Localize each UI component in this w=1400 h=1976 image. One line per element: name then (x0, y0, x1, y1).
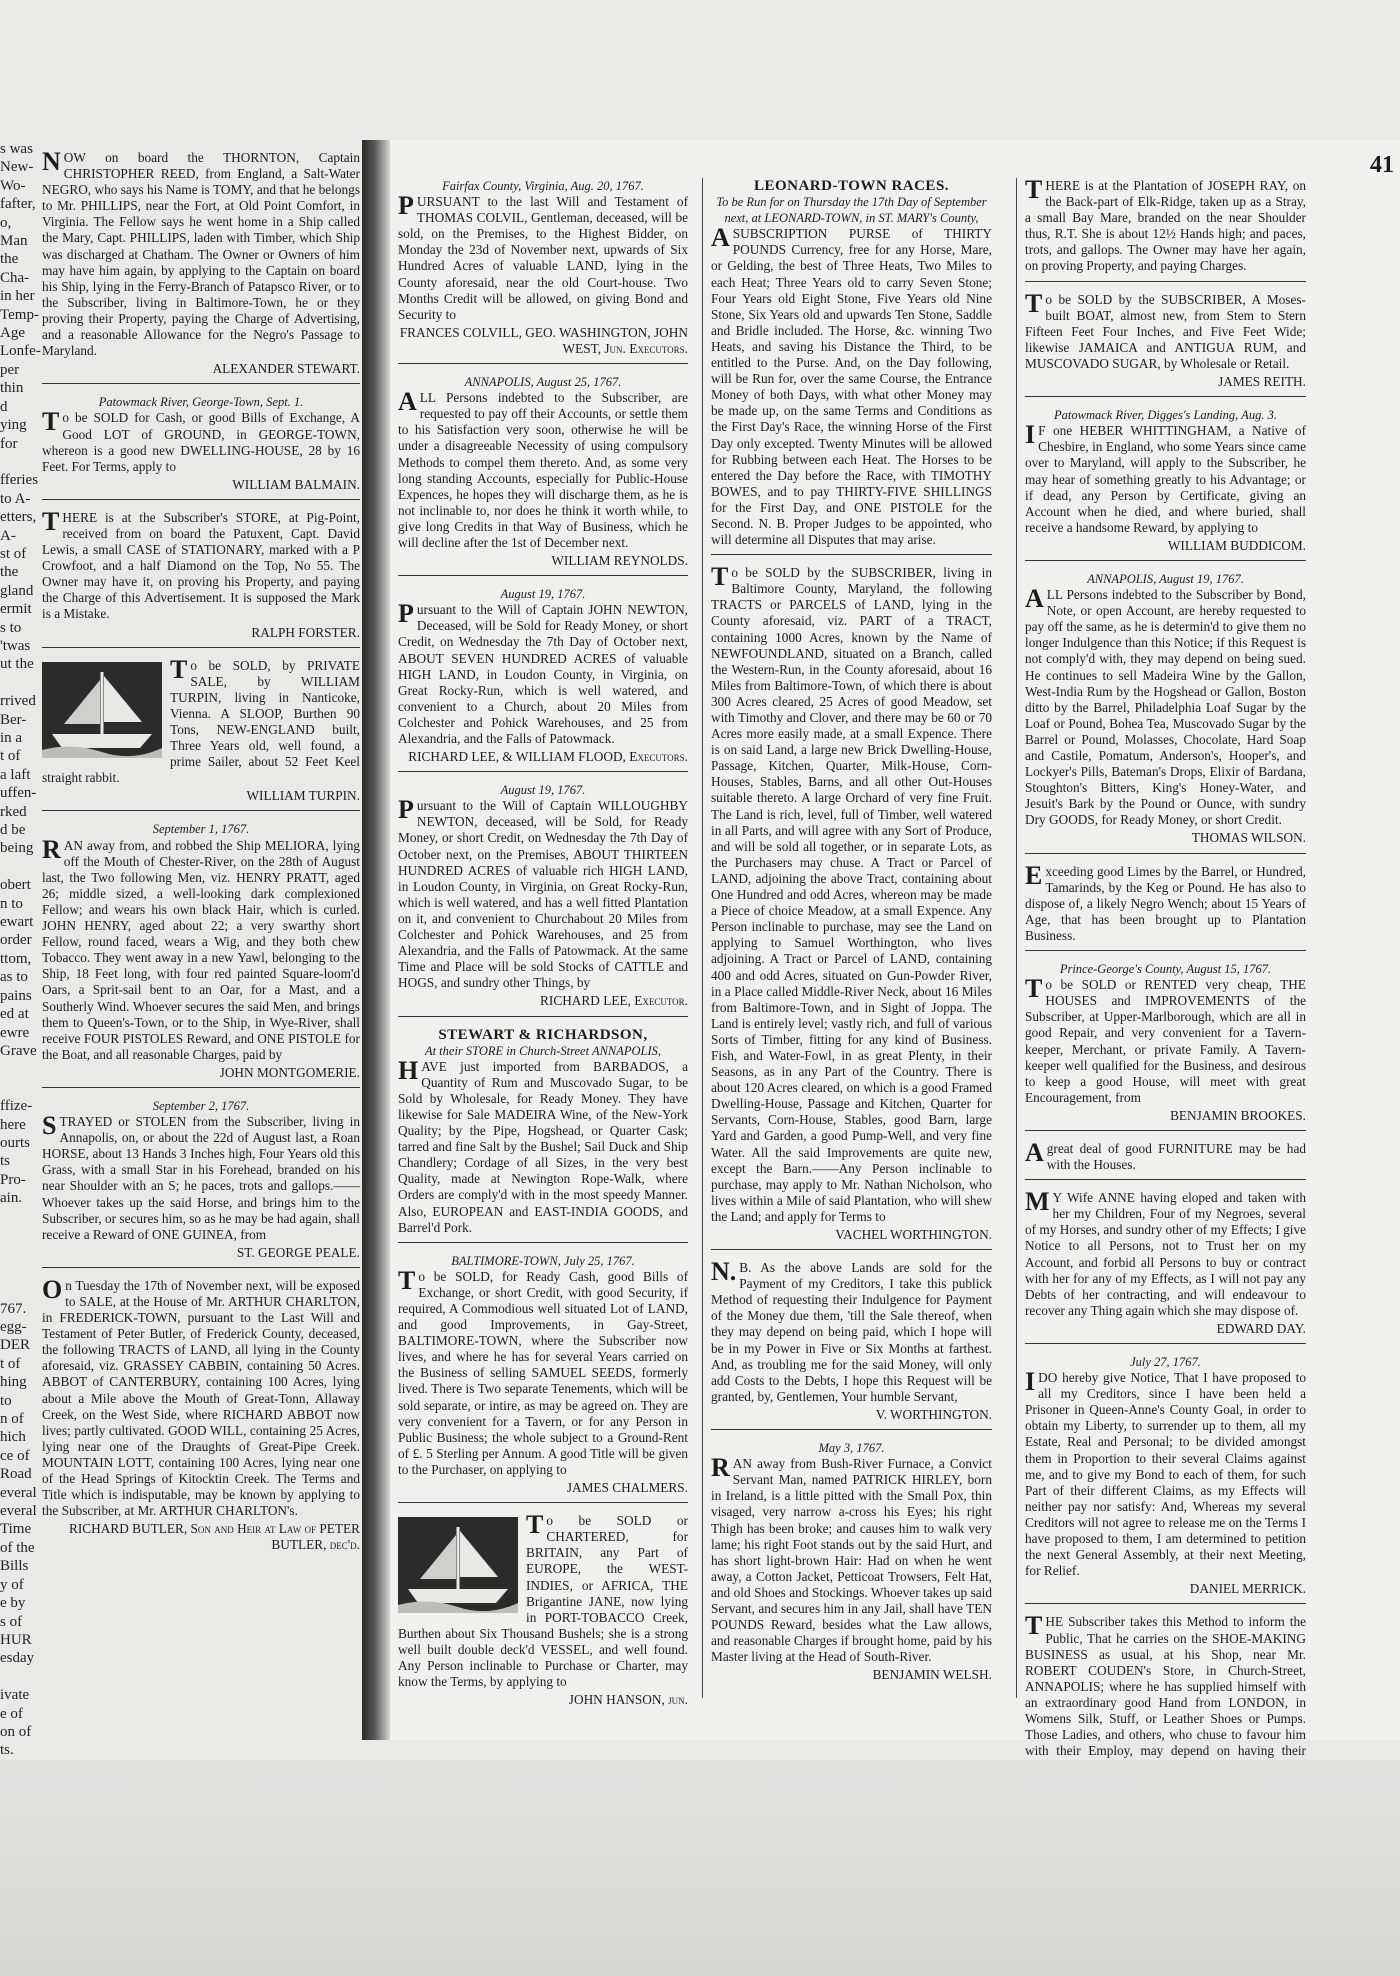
advertisement-peale (42, 1098, 360, 1268)
left-edge-line: egg- (0, 1319, 27, 1335)
ad-body: ALL Persons indebted to the Subscriber by Bond, Note, or open Account, are hereby requested to pay off the same, as he is determin'd to give them no longer Indulgence than this Notice; if this Request is not comply'd with, they may depend on being sued. He continues to sell Madeira Wine by the Gallon, West-India Rum by the Hogshead or Gallon, Boston ditto by the Barrel, Philadelphia Loaf Sugar by the Loaf or Pound, Bohea Tea, Muscovado Sugar by the Barrel or Pound, Molasses, Chocolate, Hard Soap and Castile, Pomatum, Anderson's, Hooper's, and Lockyer's Pills, Bateman's Drops, Elixir of Bardana, Stoughton's Bitters, King's Honey-Water, and Jesuit's Bark by the Pound or Ounce, with sundry Dry GOODS, for Ready Money, or short Credit. (1025, 584, 1306, 828)
ad-dateline: Prince-George's County, August 15, 1767. (1059, 962, 1272, 977)
advertisement-races (711, 178, 992, 555)
scan-background (0, 1760, 1400, 1976)
ad-body: Agreat deal of good FURNITURE may be had with the Houses. (1025, 1137, 1306, 1173)
ad-dateline: To be Run for on Thursday the 17th Day of September next, at LEONARD-TOWN, in ST. MARY's County, (716, 195, 987, 226)
advertisement-turpin (42, 654, 360, 812)
advertisement-worthington (711, 562, 992, 1250)
advertisement-welsh (711, 1440, 992, 1689)
left-edge-line: rked (0, 803, 27, 820)
left-edge-line: Lonfe- (0, 343, 41, 360)
advertisement-brookes (1025, 961, 1306, 1131)
advertisement-wilson-nb (1025, 860, 1306, 951)
ad-body: To be SOLD or RENTED very cheap, THE HOUSES and IMPROVEMENTS of the Subscriber, at Upper-Marlborough, which are all in good Repair, and very convenient for a Tavern-keeper, Merchant, or private Family. A Tavern-keeper well qualified for the Business, and desirous to keep a good House, will meet with great Encouragement, from (1025, 974, 1306, 1105)
ad-signature: BENJAMIN WELSH. (872, 1667, 992, 1683)
left-edge-line: d (0, 398, 8, 415)
ad-signature: JAMES REITH. (1218, 374, 1306, 390)
ad-body: RAN away from Bush-River Furnace, a Convict Servant Man, named PATRICK HIRLEY, born in Ireland, is a little pitted with the Small Pox, thin visaged, very narrow a-cross his Eyes; his right Thigh has been broke; and causes him to walk very lame; his right Foot stands out by the said Hurt, and has short light-brown Hair: Had on when he went away, a Cotton Jacket, Petticoat Trowsers, Felt Hat, and old Shoes and Stockings. Whoever takes up said Servant, and secures him in any Jail, shall have TEN POUNDS Reward, besides what the Law allows, and reasonable Charges if brought home, paid by his Master living at the Head of South-River. (711, 1453, 992, 1665)
left-edge-line: n to (0, 895, 23, 912)
advertisement-butler (42, 1274, 360, 1560)
left-edge-line: being (0, 840, 34, 857)
left-edge-line: a laft (0, 766, 31, 783)
ad-dateline: Fairfax County, Virginia, Aug. 20, 1767. (442, 179, 644, 193)
left-page (42, 147, 360, 1710)
ad-dateline: July 27, 1767. (1130, 1355, 1201, 1369)
ad-signature: WILLIAM REYNOLDS. (551, 553, 688, 569)
ad-body: To be SOLD, by PRIVATE SALE, by WILLIAM TURPIN, living in Nanticoke, Vienna. A SLOOP, Burthen 90 Tons, NEW-ENGLAND built, Three Years old, well found, a prime Sailer, about 52 Feet Keel straight rabbit. (42, 654, 360, 786)
advertisement-willoughby (398, 782, 688, 1016)
ad-body: ASUBSCRIPTION PURSE of THIRTY POUNDS Currency, free for any Horse, Mare, or Gelding, the best of Three Heats, Two Miles to each Heat; Three Years old to carry Seven Stone; Four Years old Eight Stone, Five Years old Nine Stone, Six Years old and upwards Ten Stone, Saddle and Bridle included. The Horse, &c. winning Two Heats, and saving his Distance the Third, to be entitled to the Purse. And, on the Day following, will be Run for, over the same Course, the Entrance Money of both Days, with what other Money may be made up, on the same Terms and Conditions as the First Day's Race, the winning Horse of the First Day only excepted. Twenty Minutes will be allowed for Rubbing between each Heat. The Horses to be entered the Day before the Race, with TIMOTHY BOWES, and to pay THIRTY-FIVE SHILLINGS for the First Day, and ONE PISTOLE for the Second. N. B. Proper Judges to be appointed, who will determine all Disputes that may arise. (711, 223, 992, 548)
ad-body: THERE is at the Plantation of JOSEPH RAY, on the Back-part of Elk-Ridge, taken up as a Stray, a small Bay Mare, branded on the near Shoulder thus, R.T. She is about 12½ Hands high; and paces, trots, and gallops. The Owner may have her again, on proving Property, and paying Charges. (1025, 175, 1306, 274)
ad-body: THE Subscriber takes this Method to inform the Public, That he carries on the SHOE-MAKING BUSINESS as usual, at his Shop, near Mr. ROBERT COUDEN's Store, in Church-Street, ANNAPOLIS; where he has supplied himself with an extraordinary good Hand from LONDON, in Womens Silk, Stuff, or Leather Shoes or Pumps. Those Ladies, and others, who chuse to favour him with their Employ, may depend on having their (1025, 1611, 1306, 1759)
ad-dateline: August 19, 1767. (500, 587, 586, 602)
ad-signature: RICHARD LEE, Executor. (540, 993, 688, 1009)
ad-body: Exceeding good Limes by the Barrel, or Hundred, Tamarinds, by the Keg or Pound. He has also to dispose of, a likely Negro Wench; about 15 Years of Age, that has been brought up to Plantation Business. (1025, 860, 1306, 943)
ad-dateline: At their STORE in Church-Street ANNAPOLIS, (424, 1043, 662, 1058)
advertisement-stewart (398, 1027, 688, 1243)
left-edge-line: ewre (0, 1024, 30, 1041)
left-edge-line: ourts (0, 1134, 30, 1151)
advertisement-hanson (398, 1510, 688, 1714)
left-edge-line: to A- (0, 490, 31, 507)
left-edge-line: s was (0, 141, 33, 157)
ad-body: MY Wife ANNE having eloped and taken with her my Children, Four of my Negroes, several of my Horses, and sundry other of my Effects; I give Notice to all Persons, not to Trust her on my Account, and forbid all Persons to buy or contract with her for any of my Effects, as I will not pay any Debts of her contracting, and will endeavour to recover any Thing again which she may dispose of. (1025, 1187, 1306, 1318)
ad-body: To be SOLD, for Ready Cash, good Bills of Exchange, or short Credit, with good Security, if required, A Commodious well situated Lot of LAND, and good Improvements, in Gay-Street, BALTIMORE-TOWN, where the Subscriber now lives, and where he has for several Years carried on the Business of selling SAMUEL SEEDS, formerly lived. There is Two separate Tenements, which will be sold separate, or intire, as may be agreed on. They are very convenient for a Tavern, or for any Person in Public Business; the whole subject to a Ground-Rent of £. 5 Sterling per Annum. A good Title will be given to the Purchaser, on applying to (398, 1265, 688, 1477)
left-edge-line: of the (0, 1539, 35, 1556)
advertisement-brookes-nb (1025, 1137, 1306, 1180)
page-number: 41 (1370, 152, 1394, 178)
left-edge-line: thin (0, 380, 24, 397)
ad-body: ALL Persons indebted to the Subscriber, are requested to pay off their Accounts, or settle them to his Satisfaction very soon, otherwise he will be under a disagreeable Necessity of using compulsory Methods to compel them thereto. And, as some very long standing Accounts, especially for Public-House Expences, he hopes they will discharge them, as he is not inclinable to, nor does he think it worth while, to give long Credits in that Way of Business, which he will decline after the 1st of December next. (398, 387, 688, 550)
advertisement-thornton (42, 147, 360, 384)
book-gutter (362, 140, 390, 1740)
left-edge-line: ivate (0, 1687, 30, 1704)
left-edge-line: s to (0, 619, 22, 636)
ad-signature: FRANCES COLVILL, GEO. WASHINGTON, JOHN WEST, Jun. Executors. (399, 324, 688, 356)
advertisement-day (1025, 1187, 1306, 1344)
ship-woodcut-image (42, 662, 162, 758)
ad-dateline: Patowmack River, Digges's Landing, Aug. 3. (1054, 408, 1277, 423)
left-edge-line: ce of (0, 1447, 30, 1464)
left-edge-line: Cha- (0, 269, 30, 286)
left-edge-line: A- (0, 527, 16, 544)
left-edge-line: ts. (0, 1742, 14, 1759)
left-edge-line: ermit (0, 601, 32, 618)
left-edge-line: pains (0, 987, 32, 1004)
ad-dateline: ANNAPOLIS, August 19, 1767. (1087, 571, 1244, 586)
ad-body: N.B. As the above Lands are sold for the Payment of my Creditors, I take this publick Method of requesting their Indulgence for Payment of the Money due them, 'till the Sale thereof, when they may depend on being paid, which I hope will be in my Power in Five or Six Months at farthest. And, as troubling me for the said Money, will only add Costs to the Debts, I hope this Request will be granted, by, Gentlemen, Your humble Servant, (711, 1257, 992, 1404)
left-edge-line: ttom, (0, 950, 32, 967)
left-edge-line: 767. (0, 1300, 27, 1317)
ad-signature: V. WORTHINGTON. (875, 1406, 992, 1422)
left-edge-line: fafter, (0, 196, 36, 213)
left-edge-line: ts (0, 1153, 11, 1170)
left-edge-line: uffen- (0, 785, 37, 802)
left-edge-line: per (0, 361, 20, 378)
left-edge-line: o, (0, 214, 12, 231)
left-page-column (42, 147, 360, 1560)
left-edge-line: on of (0, 1723, 32, 1740)
left-edge-line: esday (0, 1650, 35, 1667)
ad-body: To be SOLD for Cash, or good Bills of Exchange, A Good LOT of GROUND, in GEORGE-TOWN, whereon is a good new DWELLING-HOUSE, 28 by 16 Feet. For Terms, apply to (42, 407, 360, 474)
ad-signature: WILLIAM BALMAIN. (232, 476, 360, 492)
left-edge-line: Ber- (0, 711, 27, 728)
ad-signature: EDWARD DAY. (1216, 1320, 1306, 1336)
advertisement-forster (42, 506, 360, 648)
left-edge-line: in a (0, 730, 23, 746)
ad-body: HAVE just imported from BARBADOS, a Quantity of Rum and Muscovado Sugar, to be Sold by Wholesale, for Ready Money. They have likewise for Sale MADEIRA Wine, of the New-York Quality; by the Pipe, Hogshead, or Quarter Cask; tarred and fine Salt by the Bushel; Sail Duck and Ship Chandlery; Cordage of all Sizes, in the very best Quality, made at Newington Rope-Walk, where Orders are comply'd with in the most speedy Manner. Also, EUROPEAN and EAST-INDIA GOODS, and Barrel'd Pork. (398, 1055, 688, 1235)
column-3 (1016, 175, 1306, 1759)
left-edge-line: st of (0, 545, 27, 562)
ad-signature: JOHN MONTGOMERIE. (219, 1064, 360, 1080)
left-edge-line: obert (0, 877, 31, 894)
ad-title: STEWART & RICHARDSON, (438, 1026, 648, 1043)
ad-signature: JAMES CHALMERS. (566, 1480, 688, 1496)
left-edge-line: e by (0, 1595, 26, 1612)
left-edge-line: hing (0, 1374, 27, 1391)
column-1 (398, 178, 688, 1708)
advertisement-reynolds (398, 374, 688, 576)
left-edge-line: n of (0, 1411, 24, 1428)
left-edge-line: gland (0, 582, 34, 599)
ad-body: NOW on board the THORNTON, Captain CHRISTOPHER REED, from England, a Salt-Water NEGRO, who says his Name is TOMY, and that he belongs to Mr. PHILLIPS, near the Fort, at Old Point Comfort, in Virginia. The Fellow says he went home in a Ship called the Mary, Capt. PHILLIPS, laden with Timber, which Ship was discharged at Chatham. The Owner or Owners of him may have him again, by applying to the Captain on board his Ship, lying in the Ferry-Branch of Patapsco River, or to the Subscriber, living in Baltimore-Town, he or they proving their Property, paying the Charge of Advertising, and a reasonable Allowance for the Negro's Passage to Maryland. (42, 147, 360, 359)
ad-body: To be SOLD or CHARTERED, for BRITAIN, any Part of EUROPE, the WEST-INDIES, or AFRICA, THE Brigantine JANE, now lying in PORT-TOBACCO Creek, Burthen about Six Thousand Bushels; she is a strong well built double deck'd VESSEL, and well found. Any Person inclinable to Purchase or Charter, may know the Terms, by applying to (398, 1510, 688, 1690)
advertisement-worthington-nb (711, 1257, 992, 1430)
advertisement-chalmers (398, 1253, 688, 1503)
ad-dateline: May 3, 1767. (818, 1441, 885, 1456)
advertisement-reith (1025, 288, 1306, 398)
ad-body: On Tuesday the 17th of November next, will be exposed to SALE, at the House of Mr. ARTHUR CHARLTON, in FREDERICK-TOWN, pursuant to the Last Will and Testament of Peter Butler, of Frederick County, deceased, the following TRACTS of LAND, all lying in the County aforesaid, viz. GRASSEY CABBIN, containing 50 Acres. ABBOT of CANTERBURY, containing 100 Acres, lying about a Mile above the Mouth of Great-Tonn, Allaway Creek, on the West Side, where RICHARD ABBOT now lives; partly cultivated. GOOD WILL, containing 25 Acres, lying near one of the Draughts of Great-Pipe Creek. MOUNTAIN LOTT, containing 100 Acres, lying near one of the Head Springs of Kitocktin Creek. The Terms and Title which is indisputable, may be known by applying to the Subscriber, at Mr. ARTHUR CHARLTON's. (42, 1274, 360, 1519)
left-edge-line: Grave (0, 1042, 37, 1059)
ad-dateline: ANNAPOLIS, August 25, 1767. (464, 375, 622, 390)
ad-dateline: August 19, 1767. (500, 783, 586, 798)
ad-signature: RICHARD BUTLER, Son and Heir at Law of PETER BUTLER, dec'd. (69, 1521, 360, 1553)
ad-title: LEONARD-TOWN RACES. (753, 178, 950, 194)
left-edge-line: Man (0, 233, 28, 250)
ad-body: RAN away from, and robbed the Ship MELIORA, lying off the Mouth of Chester-River, on the 28th of August last, the Two following Men, viz. HENRY PRATT, aged 26; middle sized, a well-looking dark complexioned Fellow; and wears his own black Hair, which is curled. JOHN HENRY, aged about 22; a very swarthy short Fellow, round faced, wears a Wig, and they both chew Tobacco. They went away in a new Yawl, belonging to the Ship, 18 Feet long, with four red painted Square-loom'd Oars, a Sprit-sail bent to an Oar, for a Mast, and a Southerly Wind. Whoever secures the said Men, and brings them to Queen's-Town, or to the Ship, in Wye-River, shall receive FOUR PISTOLES Reward, and ONE PISTOLE for the Boat, and all reasonable Charges, paid by (42, 834, 360, 1062)
advertisement-buddicom (1025, 407, 1306, 561)
advertisement-newton (398, 586, 688, 772)
left-edge-line: ed at (0, 1006, 29, 1023)
column-2 (702, 178, 992, 1698)
left-edge-line: the (0, 564, 19, 581)
left-edge-line: everal (0, 1484, 37, 1501)
left-edge-line: etters, (0, 509, 37, 526)
ad-dateline: September 2, 1767. (152, 1098, 250, 1113)
left-edge-line: everal (0, 1503, 37, 1520)
ad-body: THERE is at the Subscriber's STORE, at Pig-Point, received from on board the Patuxent, Capt. David Lewis, a small CASE of STATIONARY, marked with a P Crowfoot, and a half Diamond on the Top, No 55. The Owner may have it, on proving his Property, and paying the Charge of this Advertisement. It is supposed the Mark is a Mistake. (42, 506, 360, 622)
left-edge-line: y of (0, 1576, 24, 1593)
left-edge-line: Bills (0, 1558, 29, 1575)
ad-dateline: BALTIMORE-TOWN, July 25, 1767. (451, 1253, 635, 1268)
left-edge-line: hich (0, 1429, 26, 1446)
ad-signature: RALPH FORSTER. (251, 624, 360, 640)
ad-body: STRAYED or STOLEN from the Subscriber, living in Annapolis, on, or about the 22d of August last, a Roan HORSE, about 13 Hands 3 Inches high, Four Years old this Grass, with a small Star in his Forehead, branded on his near Shoulder with an S; he paces, trots and gallops.——Whoever takes up the said Horse, and brings him to the Subscriber, or secures him, so as he may be had again, shall receive a Reward of ONE GUINEA, from (42, 1111, 360, 1242)
ad-signature: ALEXANDER STEWART. (212, 361, 360, 377)
ad-body: PURSUANT to the last Will and Testament of THOMAS COLVIL, Gentleman, deceased, will be sold, on the Premises, to the Highest Bidder, on Monday the 23d of November next, upwards of Six Hundred Acres of valuable LAND, lying in the County aforesaid, near the old Court-house. Two Months Credit will be allowed, on giving Bond and Security to (398, 191, 688, 322)
ship-woodcut-image (398, 1517, 518, 1613)
left-edge-line: ffize- (0, 1098, 33, 1115)
left-edge-line: here (0, 1116, 26, 1133)
left-edge-line: in her (0, 288, 35, 305)
left-edge-line: as to (0, 969, 28, 986)
left-edge-line: to (0, 1392, 12, 1409)
left-edge-line: rrived (0, 693, 36, 710)
ad-signature: VACHEL WORTHINGTON. (835, 1227, 992, 1242)
ad-signature: WILLIAM BUDDICOM. (1167, 537, 1306, 553)
left-edge-line: t of (0, 1355, 21, 1372)
advertisement-wilson (1025, 571, 1306, 854)
left-edge-line: t of (0, 748, 21, 765)
ad-body: IF one HEBER WHITTINGHAM, a Native of Chesbire, in England, who some Years since came over to Maryland, will apply to the Subscriber, he may hear of something greatly to his Advantage; or if dead, any Person by Certificate, giving an Account when he died, and where buried, shall receive a handsome Reward, by applying to (1025, 420, 1306, 535)
left-edge-line: HUR (0, 1631, 32, 1648)
left-edge-line: the (0, 251, 19, 268)
ad-body: To be SOLD by the SUBSCRIBER, A Moses-built BOAT, almost new, from Stem to Stern Fifteen Feet Four Inches, and Five Feet Wide; likewise JAMAICA and ANTIGUA RUM, and MUSCOVADO SUGAR, by Wholesale or Retail. (1025, 288, 1306, 371)
ad-body: To be SOLD by the SUBSCRIBER, living in Baltimore County, Maryland, the following TRACTS or PARCELS of LAND, lying in the County aforesaid, viz. PART of a TRACT, containing 1000 Acres, known by the Name of NEWFOUNDLAND, situated on a Branch, called the Western-Run, in the County aforesaid, about 16 Miles from Baltimore-Town, of which there is about 300 Acres cleared, 25 Acres of good Meadow, set with Timothy and Clover, and there may be 60 or 70 Acres more easily made, at a small Expence. There is on said Land, a large new Brick Dwelling-House, Passage, Kitchen, Quarter, Milk-House, Corn-Houses, Stables, Barns, and all other Out-Houses suitable thereto. A large Orchard of very fine Fruit. The Land is rich, level, full of Timber, well watered in all Parts, and will agree with any Sort of Produce, and will be sold all together, or in separate Lots, as the Purchasers may chuse. A Tract or Parcel of LAND, adjoining the above Tract, containing about One Hundred and odd Acres, whereon may be made a Piece of choice Meadow, at a small Expence. Any Person inclinable to purchase, may see the Land on applying to Samuel Worthington, who lives adjoining. A Tract or Parcel of LAND, containing 400 and odd Acres, situated on Gun-Powder River, in a Place called Middle-River Neck, about 16 Miles from Baltimore-Town, and in Sight of Joppa. The Land is entirely level; vastly rich, and full of various Sorts of Timber, fitting for any kind of Business. Fish, and Water-Fowl, in as great Plenty, in their Seasons, as in any Part of the Country. There is about 120 Acres cleared, on which is a good Framed Dwelling-House, Passage and Kitchen, Quarter for Servants, Corn-House, Stables, good Barn, large Yard and Garden, a good Pump-Well, and very fine Water. All the said Improvements are quite new, except the Barn.——Any Person inclinable to purchase, may apply to Mr. Nathan Nicholson, who lives within a Mile of said Plantation, who will shew the Land; and apply for Terms to (711, 562, 992, 1224)
left-edge-line: ain. (0, 1190, 23, 1207)
left-edge-line: s of (0, 1613, 23, 1630)
left-edge-line: 'twas (0, 637, 31, 654)
ad-dateline: September 1, 1767. (152, 822, 250, 837)
left-edge-line: for (0, 435, 18, 452)
ad-signature: WILLIAM TURPIN. (246, 788, 360, 804)
left-edge-line: Time (0, 1521, 32, 1538)
ad-body: Pursuant to the Will of Captain JOHN NEWTON, Deceased, will be Sold for Ready Money, or short Credit, on Wednesday the 7th Day of October next, ABOUT SEVEN HUNDRED ACRES of valuable HIGH LAND, in Loudon County, in Virginia, on Great Rocky-Run, which is well watered, and convenient to a Church, about 20 Miles from Colchester and Pohick Warehouses, and 25 from Alexandria, and the Falls of Patowmack. (398, 599, 688, 746)
ad-signature: BENJAMIN BROOKES. (1170, 1107, 1306, 1123)
advertisement-rawlings (1025, 175, 1306, 282)
left-edge-line: Road (0, 1466, 32, 1483)
ad-signature: JOHN HANSON, jun. (568, 1692, 688, 1708)
ad-signature: THOMAS WILSON. (1191, 830, 1306, 846)
advertisement-merrick (1025, 1354, 1306, 1604)
left-edge-line: ewart (0, 914, 34, 931)
ad-body: IDO hereby give Notice, That I have proposed to all my Creditors, since I have been held a Prisoner in Queen-Anne's County Goal, in order to obtain my Liberty, to surrender up to them, all my Estate, Real and Personal; to be divided amongst them in Proportion to their several Claims against me, and to give my Bond to each of them, for such Part of their different Claims, as my Effects will neither pay nor satisfy: And, Whereas my several Creditors will not agree to release me on the Terms I have proposed to them, I am determined to petition the next General Assembly, at their next Meeting, for Relief. (1025, 1367, 1306, 1579)
left-edge-line: New- (0, 159, 34, 176)
left-edge-line: order (0, 932, 32, 949)
left-edge-line: Wo- (0, 177, 26, 194)
left-edge-line: DER (0, 1337, 30, 1354)
left-edge-line: ying (0, 417, 27, 434)
left-edge-line: fferies (0, 472, 39, 489)
advertisement-colvil (398, 178, 688, 364)
left-edge-line: e of (0, 1705, 23, 1722)
left-edge-line: Pro- (0, 1171, 26, 1188)
ad-dateline: Patowmack River, George-Town, Sept. 1. (98, 395, 304, 410)
ad-signature: ST. GEORGE PEALE. (236, 1244, 360, 1260)
left-edge-line: ut the (0, 656, 34, 673)
ad-body: Pursuant to the Will of Captain WILLOUGHBY NEWTON, deceased, will be Sold, for Ready Money, or short Credit, on Wednesday the 7th Day of October next, on the Premises, ABOUT THIRTEEN HUNDRED ACRES of valuable rich HIGH LAND, in Loudon County, in Virginia, on Great Rocky-Run, which is well watered, and has a well fitted Plantation on it, and convenient to Churchabout 20 Miles from Colchester and Pohick Warehouses, and 25 from Alexandria, and the Falls of Patowmack. At the same Time and Place will be sold Stocks of CATTLE and HOGS, and sundry other Things, by (398, 795, 688, 991)
advertisement-balmain (42, 394, 360, 500)
left-edge-line: Age (0, 325, 25, 342)
left-edge-line: d be (0, 822, 26, 839)
left-edge-line: Temp- (0, 306, 39, 323)
ad-signature: RICHARD LEE, & WILLIAM FLOOD, Executors. (408, 749, 688, 765)
ad-signature: DANIEL MERRICK. (1189, 1581, 1306, 1597)
advertisement-montgomerie (42, 821, 360, 1088)
right-page (390, 140, 1400, 1759)
